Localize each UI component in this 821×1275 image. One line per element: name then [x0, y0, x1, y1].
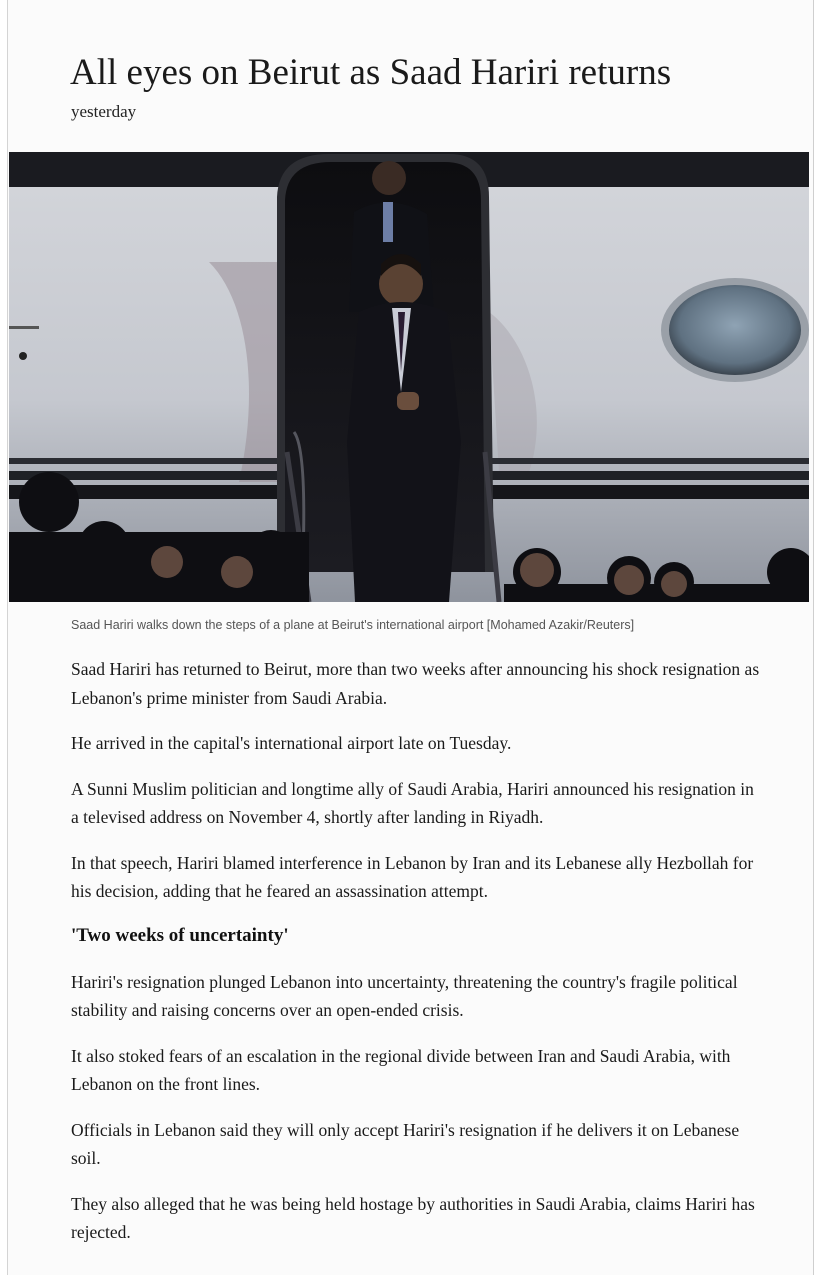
photo-caption: Saad Hariri walks down the steps of a plane at Beirut's international airport [Mohamed Azakir/Reuters] — [71, 618, 635, 632]
article-body — [71, 655, 761, 1264]
paragraph: They also alleged that he was being held hostage by authorities in Saudi Arabia, claims Hariri has rejected. — [71, 1193, 755, 1242]
paragraph: In that speech, Hariri blamed interference in Lebanon by Iran and its Lebanese ally Hezbollah for his decision, adding that he feared an assassination attempt. — [71, 852, 754, 901]
article-page — [7, 0, 814, 1275]
paragraph: Officials in Lebanon said they will only accept Hariri's resignation if he delivers it on Lebanese soil. — [71, 1119, 740, 1168]
photo-image — [9, 152, 809, 602]
paragraph: A Sunni Muslim politician and longtime ally of Saudi Arabia, Hariri announced his resignation in a televised address on November 4, shortly after landing in Riyadh. — [71, 778, 754, 827]
article-date: yesterday — [71, 102, 137, 121]
paragraph: Hariri's resignation plunged Lebanon into uncertainty, threatening the country's fragile political stability and raising concerns over an open-ended crisis. — [71, 971, 738, 1020]
paragraph: Saad Hariri has returned to Beirut, more than two weeks after announcing his shock resignation as Lebanon's prime minister from Saudi Arabia. — [71, 659, 760, 708]
section-subheading: 'Two weeks of uncertainty' — [71, 924, 289, 946]
paragraph: He arrived in the capital's international airport late on Tuesday. — [71, 733, 512, 753]
paragraph: It also stoked fears of an escalation in the regional divide between Iran and Saudi Arabia, with Lebanon on the front lines. — [71, 1045, 731, 1094]
article-title: All eyes on Beirut as Saad Hariri returns — [70, 52, 672, 93]
article-photo — [9, 152, 809, 602]
